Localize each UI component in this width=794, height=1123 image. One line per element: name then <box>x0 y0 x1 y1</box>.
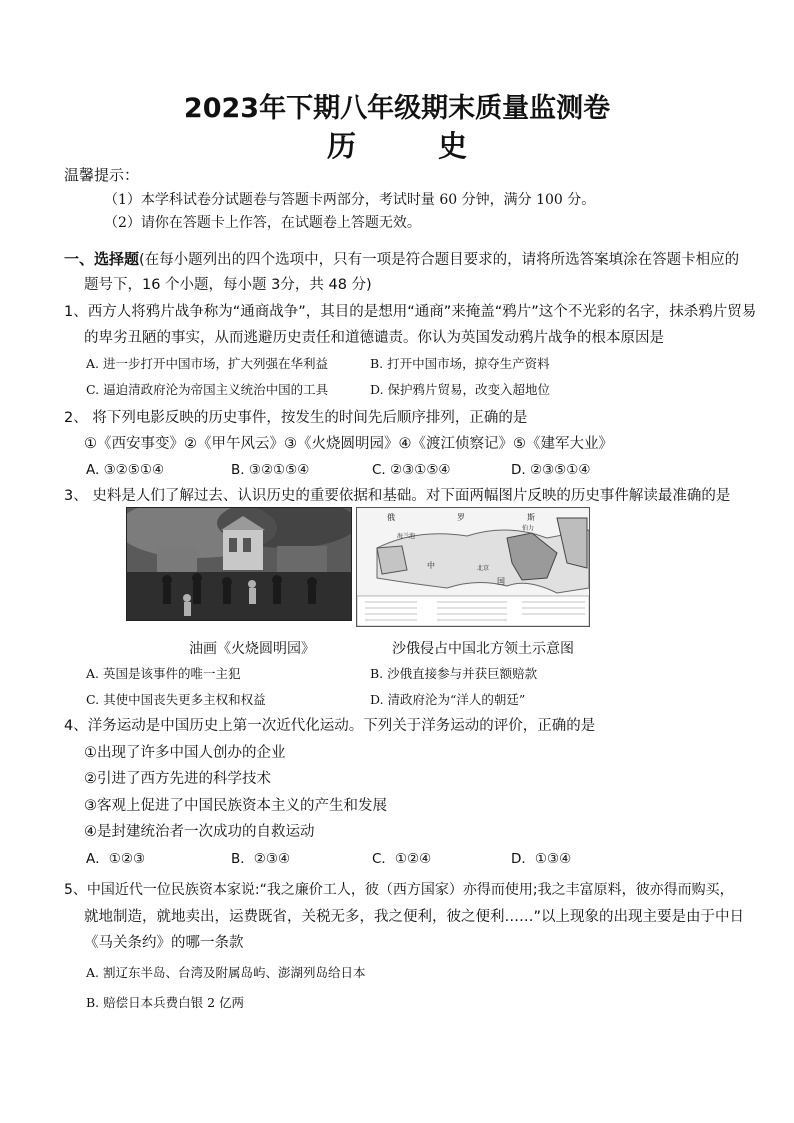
q3-stem: 3、 史料是人们了解过去、认识历史的重要依据和基础。对下面两幅图片反映的历史事件解读最准确的是 <box>64 488 731 504</box>
q3-option-a: A. 英国是该事件的唯一主犯 <box>86 666 241 681</box>
q4-item-2: ②引进了西方先进的科学技术 <box>84 771 271 787</box>
q4-item-3: ③客观上促进了中国民族资本主义的产生和发展 <box>84 798 387 814</box>
q4-option-d: D．①③④ <box>511 851 572 867</box>
q1-option-b: B. 打开中国市场，掠夺生产资料 <box>370 356 550 371</box>
map-label-2: 罗 <box>457 513 465 522</box>
q3-option-b: B. 沙俄直接参与并获巨额赔款 <box>370 666 538 681</box>
q2-stem-2: ①《西安事变》②《甲午风云》③《火烧圆明园》④《渡江侦察记》⑤《建军大业》 <box>84 436 613 452</box>
subject-title: 历 史 <box>326 129 504 163</box>
caption-map: 沙俄侵占中国北方领土示意图 <box>392 641 574 657</box>
q4-stem: 4、洋务运动是中国历史上第一次近代化运动。下列关于洋务运动的评价，正确的是 <box>64 718 596 734</box>
map-label-7: 海兰泡 <box>397 533 416 540</box>
map-label-8: 北京 <box>477 565 490 572</box>
q4-item-4: ④是封建统治者一次成功的自救运动 <box>84 824 315 840</box>
q5-option-a: A. 割辽东半岛、台湾及附属岛屿、澎湖列岛给日本 <box>86 965 366 980</box>
q1-option-a: A. 进一步打开中国市场，扩大列强在华利益 <box>86 356 328 371</box>
q2-stem-1: 2、 将下列电影反映的历史事件，按发生的时间先后顺序排列，正确的是 <box>64 410 528 426</box>
section-1-desc-2: 题号下，16 个小题，每小题 3分，共 48 分) <box>84 277 372 293</box>
q2-option-c: C. ②③①⑤④ <box>372 462 451 478</box>
section-1-label: 一、选择题 <box>64 250 140 268</box>
map-illustration <box>357 508 589 626</box>
section-1-heading <box>64 249 739 270</box>
q5-option-b: B. 赔偿日本兵费白银 2 亿两 <box>86 995 245 1010</box>
tip-1: （1）本学科试卷分试题卷与答题卡两部分，考试时量 60 分钟，满分 100 分。 <box>104 192 596 208</box>
russia-occupation-map-image <box>356 507 590 627</box>
q5-stem-2: 就地制造，就地卖出，运费既省，关税无多，我之便利，彼之便利……”以上现象的出现主要是由于中日 <box>84 909 745 925</box>
painting-illustration <box>127 508 351 620</box>
tips-label: 温馨提示： <box>64 166 140 184</box>
q2-option-b: B. ③②①⑤④ <box>231 462 310 478</box>
tip-2: （2）请你在答题卡上作答，在试题卷上答题无效。 <box>104 215 421 231</box>
exam-title: 2023年下期八年级期末质量监测卷 <box>183 93 611 124</box>
q5-stem-1: 5、中国近代一位民族资本家说:“我之廉价工人，彼（西方国家）亦得而使用;我之丰富原料，彼亦得而购买， <box>64 882 734 898</box>
q1-stem-1: 1、西方人将鸦片战争称为“通商战争”，其目的是想用“通商”来掩盖“鸦片”这个不光彩的名字，抹杀鸦片贸易 <box>64 304 757 320</box>
q1-option-d: D. 保护鸦片贸易，改变入超地位 <box>370 382 551 397</box>
q1-stem-2: 的卑劣丑陋的事实，从而逃避历史责任和道德谴责。你认为英国发动鸦片战争的根本原因是 <box>84 330 664 346</box>
map-label-5: 国 <box>497 577 505 586</box>
q2-option-a: A. ③②⑤①④ <box>86 462 165 478</box>
q4-option-c: C．①②④ <box>372 851 432 867</box>
q1-option-c: C. 逼迫清政府沦为帝国主义统治中国的工具 <box>86 382 329 397</box>
map-label-3: 斯 <box>527 513 535 522</box>
map-label-4: 中 <box>427 561 435 570</box>
painting-burning-yuanmingyuan-image <box>126 507 352 621</box>
q3-option-d: D. 清政府沦为“洋人的朝廷” <box>370 692 526 707</box>
map-label-6: 伯力 <box>522 525 535 532</box>
q4-option-a: A．①②③ <box>86 851 146 867</box>
section-1-desc-1: (在每小题列出的四个选项中，只有一项是符合题目要求的，请将所选答案填涂在答题卡相应的 <box>139 252 740 268</box>
q3-option-c: C. 其使中国丧失更多主权和权益 <box>86 692 266 707</box>
caption-painting: 油画《火烧圆明园》 <box>189 641 315 657</box>
q2-option-d: D. ②③⑤①④ <box>511 462 591 478</box>
q4-item-1: ①出现了许多中国人创办的企业 <box>84 745 286 761</box>
q5-stem-3: 《马关条约》的哪一条款 <box>84 935 244 951</box>
map-label-1: 俄 <box>387 513 395 522</box>
q4-option-b: B．②③④ <box>231 851 291 867</box>
